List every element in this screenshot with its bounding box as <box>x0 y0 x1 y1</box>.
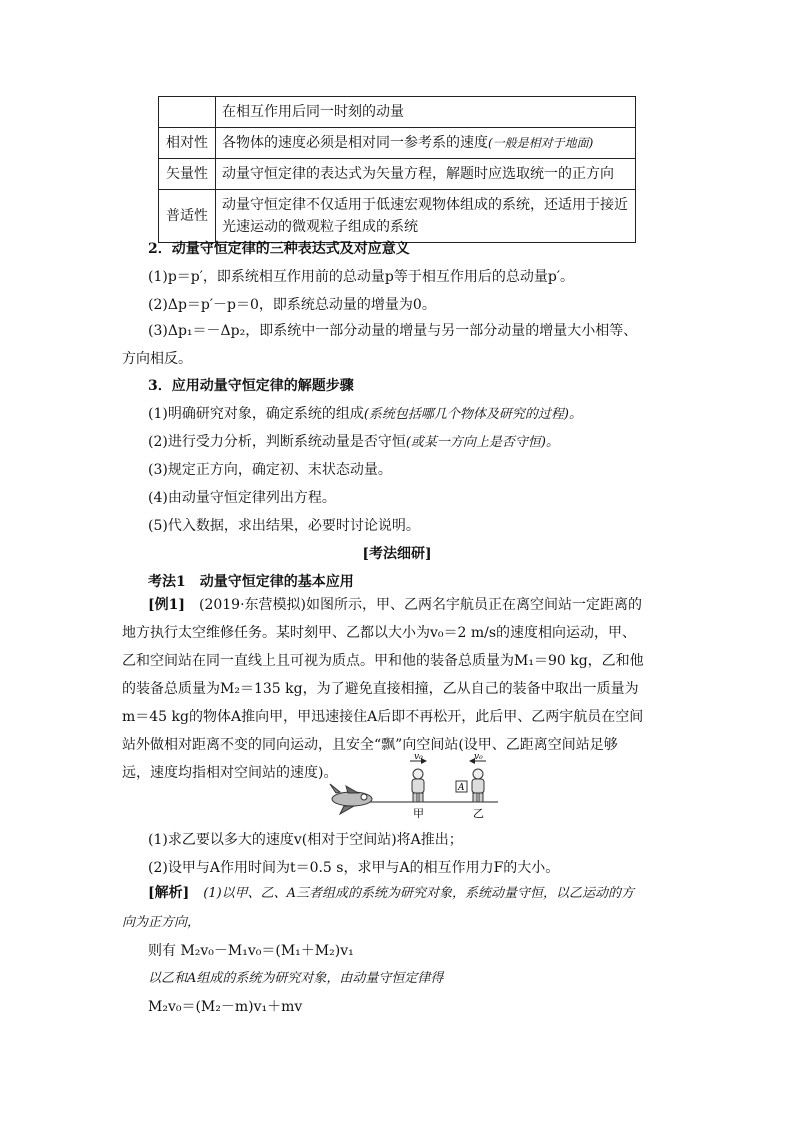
space-station-icon <box>330 784 372 814</box>
section-2-title: 2．动量守恒定律的三种表达式及对应意义 <box>148 241 410 257</box>
solution-body: (1)以甲、乙、A三者组成的系统为研究对象，系统动量守恒，以乙运动的方向为正方向， <box>122 886 635 930</box>
section-3-title: 3．应用动量守恒定律的解题步骤 <box>148 378 354 394</box>
solution-part-2: 以乙和A组成的系统为研究对象，由动量守恒定律得 <box>148 971 444 986</box>
table-row <box>159 190 636 243</box>
step-3: (3)规定正方向，确定初、末状态动量。 <box>148 462 392 478</box>
table-note: (一般是相对于地面) <box>488 136 594 150</box>
expression-3: (3)Δp₁＝－Δp₂，即系统中一部分动量的增量与另一部分动量的增量大小相等、方向相反。 <box>122 323 638 367</box>
label-v0-jia: v₀ <box>414 752 423 762</box>
question-2: (2)设甲与A作用时间为t＝0.5 s，求甲与A的相互作用力F的大小。 <box>148 860 560 876</box>
table-value: 各物体的速度必须是相对同一参考系的速度 <box>222 135 488 151</box>
table-key: 普适性 <box>159 190 216 243</box>
astronaut-figure <box>326 752 506 824</box>
astronaut-yi-icon <box>456 761 486 802</box>
table-row <box>159 159 636 190</box>
table-cell: 在相互作用后同一时刻的动量 <box>216 97 636 128</box>
solution-part-1 <box>122 879 644 937</box>
table-value: 动量守恒定律不仅适用于低速宏观物体组成的系统，还适用于接近光速运动的微观粒子组成的系统 <box>216 190 636 243</box>
label-a: A <box>458 783 465 793</box>
expression-2: (2)Δp＝p′－p＝0，即系统总动量的增量为0。 <box>148 297 436 313</box>
question-1: (1)求乙要以多大的速度v(相对于空间站)将A推出； <box>148 832 463 848</box>
table-key: 矢量性 <box>159 159 216 190</box>
step-5: (5)代入数据，求出结果，必要时讨论说明。 <box>148 518 420 534</box>
solution-tag: [解析] <box>148 885 190 901</box>
table-cell <box>216 128 636 159</box>
label-v0-yi: v₀ <box>474 752 483 762</box>
table-key: 相对性 <box>159 128 216 159</box>
equation-1: 则有 M₂v₀－M₁v₀＝(M₁＋M₂)v₁ <box>148 943 354 959</box>
kaofa-title: 考法1 动量守恒定律的基本应用 <box>148 574 354 590</box>
section-heading: [考法细研] <box>362 546 432 562</box>
example-body: (2019·东营模拟)如图所示，甲、乙两名宇航员正在离空间站一定距离的地方执行太空维修任务。某时刻甲、乙都以大小为v₀＝2 m/s的速度相向运动，甲、乙和空间站在同一直线上且可视为质点。甲和他的装备总质量为M₁＝90 kg，乙和他的装备总质量为M₂＝135 kg，为了避免直接相撞，乙从自己的装备中取出一质量为m＝45 kg的物体A推向甲，甲迅速接住A后即不再松开，此后甲、乙两宇航员在空间站外做相对距离不变的同向运动，且安全“飘”向空间站(设甲、乙距离空间站足够远，速度均指相对空间站的速度)。 <box>122 597 644 781</box>
table-row <box>159 97 636 128</box>
astronaut-jia-icon <box>410 761 426 802</box>
label-yi: 乙 <box>473 807 484 820</box>
table-cell-empty <box>159 97 216 128</box>
table-value: 动量守恒定律的表达式为矢量方程，解题时应选取统一的正方向 <box>216 159 636 190</box>
properties-table <box>158 96 636 243</box>
example-tag: [例1] <box>148 597 185 613</box>
step-2: (2)进行受力分析，判断系统动量是否守恒(或某一方向上是否守恒)。 <box>148 434 559 450</box>
equation-2: M₂v₀＝(M₂－m)v₁＋mv <box>148 999 303 1015</box>
expression-1: (1)p＝p′，即系统相互作用前的总动量p等于相互作用后的总动量p′。 <box>148 269 575 285</box>
label-jia: 甲 <box>413 807 424 820</box>
step-1: (1)明确研究对象，确定系统的组成(系统包括哪几个物体及研究的过程)。 <box>148 406 582 422</box>
step-4: (4)由动量守恒定律列出方程。 <box>148 490 336 506</box>
table-row <box>159 128 636 159</box>
